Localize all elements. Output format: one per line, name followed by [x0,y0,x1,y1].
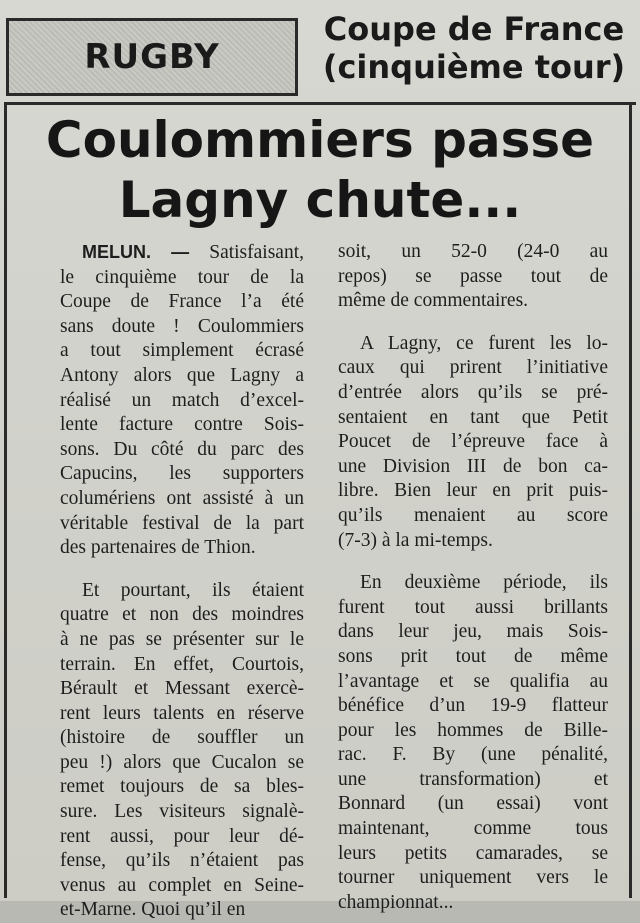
article-line: Coupe de France l’a été [60,291,304,313]
article-line: l’avantage et se qualifia au [338,670,608,692]
article-line: peu !) alors que Cucalon se [60,751,304,773]
article-line: Et pourtant, ils étaient [82,579,304,601]
article-line: qu’ils menaient au score [338,504,608,526]
article-line: bénéfice d’un 19-9 flatteur [338,695,608,717]
article-line: MELUN. — Satisfaisant, [82,242,304,263]
article-line: Antony alors que Lagny a [60,364,304,386]
article-line: libre. Bien leur en prit puis- [338,480,608,502]
article-line: Bérault et Messant exercè- [60,678,304,700]
article-paragraph [338,571,608,915]
article-line: une transformation) et [338,768,608,790]
article-line: columériens ont assisté à un [60,487,304,509]
article-line: (histoire de souffler un [60,727,304,749]
article-line: sure. Les visiteurs signalè- [60,801,304,823]
article-line: tourner uniquement vers le [338,867,608,889]
article-line: a tout simplement écrasé [60,340,304,362]
article-line: quatre et non des moindres [60,604,304,626]
article-line: remet toujours de sa bles- [60,776,304,798]
article-line: rent leurs talents en réserve [60,702,304,724]
article-line: soit, un 52-0 (24-0 au [338,241,608,262]
article-paragraph [338,240,608,314]
article-line: une Division III de bon ca- [338,455,608,477]
article-line: leurs petits camarades, se [338,842,608,864]
kicker-line-2: (cinquième tour) [322,48,626,86]
article-line: furent tout aussi brillants [338,596,608,618]
article-line: et-Marne. Quoi qu’il en [60,899,246,921]
article-line: venus au complet en Seine- [60,874,304,896]
article-line: A Lagny, ce furent les lo- [360,332,608,354]
article-line: Poucet de l’épreuve face à [338,431,608,453]
article-line: réalisé un match d’excel- [60,389,304,411]
article-line: même de commentaires. [338,290,529,312]
article-line: terrain. En effet, Courtois, [60,653,304,675]
article-line: lente facture contre Sois- [60,414,304,436]
article-line: sons. Du côté du parc des [60,438,304,460]
article-line: Capucins, les supporters [60,463,304,485]
article-line: rent aussi, pour leur dé- [60,825,304,847]
section-rubric-box [6,18,298,96]
article-line: dans leur jeu, mais Sois- [338,621,608,643]
article-line: maintenant, comme tous [338,818,608,840]
article-line: d’entrée alors qu’ils se pré- [338,381,608,403]
article-line: caux qui prirent l’initiative [338,357,608,379]
headline-line-2: Lagny chute... [118,171,522,229]
article-line: En deuxième période, ils [360,572,608,594]
headline-line-1: Coulommiers passe [45,111,595,169]
article-line: des partenaires de Thion. [60,537,256,559]
article-line: rac. F. By (une pénalité, [338,744,608,766]
article-paragraph [60,240,304,561]
article-line: pour les hommes de Bille- [338,719,608,741]
article-line: le cinquième tour de la [60,266,304,288]
article-line: fense, qu’ils n’étaient pas [60,850,304,872]
article-column-left [60,240,304,923]
kicker-line-1: Coupe de France [323,10,625,48]
article-line: Bonnard (un essai) vont [338,793,608,815]
article-line: sans doute ! Coulommiers [60,315,304,337]
article-line: (7-3) à la mi-temps. [338,529,493,551]
article-line: sons prit tout de même [338,645,608,667]
section-rubric-label: RUGBY [84,37,220,77]
article-paragraph [338,332,608,553]
article-line: repos) se passe tout de [338,265,608,287]
article-column-right [338,240,608,915]
article-line: véritable festival de la part [60,512,304,534]
kicker [314,10,634,86]
article-line: sentaient en tant que Petit [338,406,608,428]
headline [20,110,620,230]
article-dateline: MELUN. — [82,242,190,262]
article-line: championnat... [338,891,454,913]
article-paragraph [60,579,304,923]
article-line: à ne pas se présenter sur le [60,628,304,650]
